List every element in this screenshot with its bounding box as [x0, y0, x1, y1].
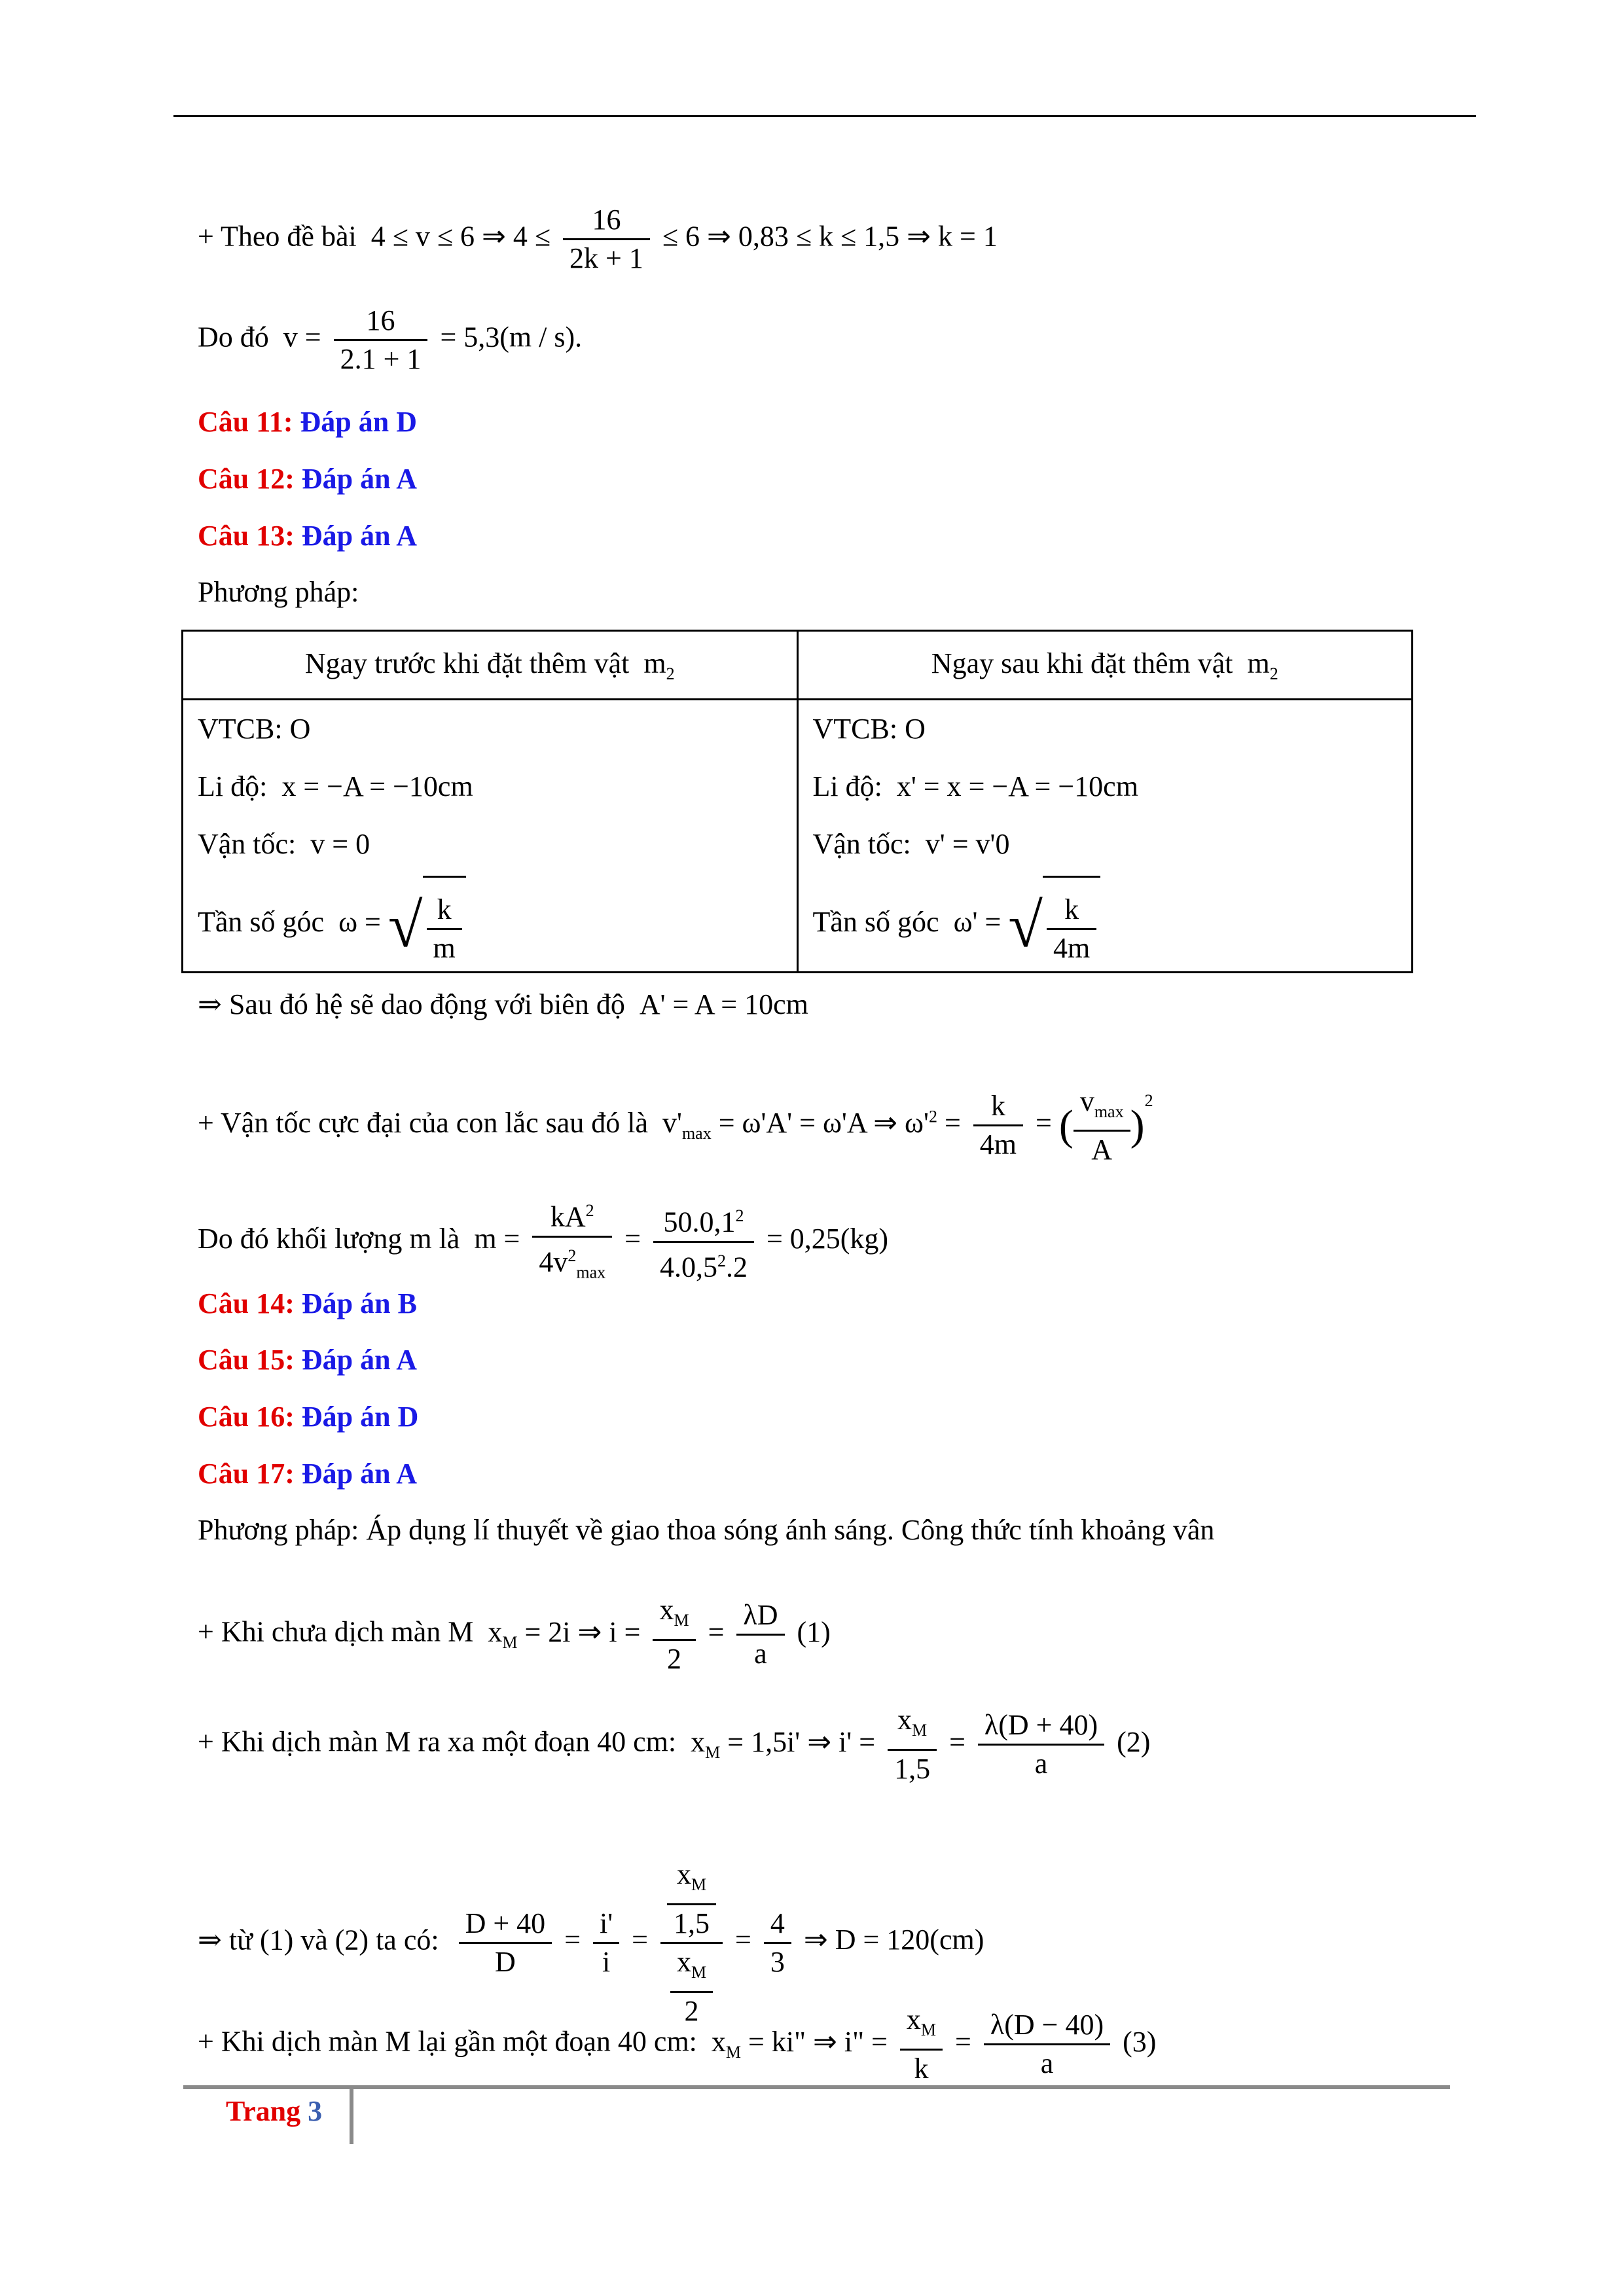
- numerator: λ(D − 40): [984, 2007, 1110, 2045]
- x: x: [906, 2003, 921, 2036]
- fraction: [900, 2001, 943, 2087]
- table-header-row: [183, 631, 1413, 700]
- text: + Khi dịch màn M lại gần một đoạn 40 cm:: [198, 2025, 697, 2058]
- text: + Vận tốc cực đại của con lắc sau đó là: [198, 1107, 649, 1139]
- superscript: 2: [717, 1251, 726, 1270]
- fraction: [978, 1707, 1104, 1782]
- equals: =: [624, 1223, 641, 1255]
- numerator: k: [427, 891, 462, 930]
- math-segment: = 1,5i' ⇒ i' =: [727, 1725, 876, 1758]
- answer-12: [198, 459, 417, 499]
- subscript: M: [920, 2020, 937, 2039]
- answer-13: [198, 516, 417, 556]
- subscript: M: [912, 1720, 928, 1740]
- v: v: [1079, 1085, 1094, 1117]
- answer-label: Đáp án D: [300, 406, 417, 438]
- denominator: D: [495, 1945, 516, 1978]
- numerator: [660, 1856, 723, 1944]
- radical-sign: √: [388, 890, 423, 961]
- label: Tần số góc: [812, 906, 939, 938]
- denominator: i: [602, 1945, 611, 1978]
- math-segment: ⇒ D = 120(cm): [803, 1924, 984, 1956]
- line-bien-do: [198, 985, 808, 1024]
- x: x: [691, 1725, 706, 1758]
- footer-rule: [183, 2085, 1450, 2089]
- subscript: M: [725, 2042, 742, 2062]
- header-text: Ngay trước khi đặt thêm vật: [304, 647, 630, 679]
- math: x' = x = −A = −10cm: [896, 770, 1138, 802]
- page-label: Trang: [226, 2095, 301, 2127]
- subscript: 2: [1269, 664, 1278, 683]
- subscript: M: [691, 1962, 707, 1982]
- subscript: 2: [666, 664, 675, 683]
- equals: =: [955, 2025, 971, 2058]
- tanso-line: [198, 873, 782, 971]
- fraction: [984, 2007, 1110, 2082]
- equals: =: [632, 1924, 648, 1956]
- numerator: λ(D + 40): [978, 1707, 1104, 1746]
- answer-16: [198, 1397, 418, 1437]
- math-segment: = 0,25(kg): [766, 1223, 889, 1255]
- math: ω' =: [953, 906, 1001, 938]
- line-do-do-v: [198, 302, 582, 378]
- answer-label: Đáp án D: [301, 1401, 419, 1433]
- equals: =: [944, 1107, 961, 1139]
- denominator: 2: [667, 1642, 681, 1675]
- numerator: D + 40: [459, 1905, 552, 1944]
- line-dich-ra-xa: [198, 1702, 1150, 1787]
- question-label: Câu 11:: [198, 406, 293, 438]
- denominator: 1,5: [894, 1752, 931, 1785]
- equals: =: [1036, 1107, 1052, 1139]
- text: + Theo đề bài: [198, 220, 357, 253]
- lido-line: [813, 758, 1398, 816]
- fraction: [736, 1597, 784, 1672]
- fraction: [973, 1088, 1023, 1163]
- superscript: 2: [735, 1206, 744, 1225]
- fraction: [427, 891, 462, 967]
- subscript: max: [576, 1263, 606, 1282]
- line-khoi-luong: [198, 1193, 888, 1291]
- subscript: M: [691, 1874, 707, 1894]
- line-theo-de-bai: [198, 202, 998, 277]
- subscript: M: [674, 1610, 689, 1630]
- question-label: Câu 16:: [198, 1401, 295, 1433]
- page-value: 3: [308, 2095, 323, 2127]
- paren-open: (: [1058, 1101, 1074, 1149]
- text: Do đó khối lượng m là: [198, 1223, 460, 1255]
- label: Tần số góc: [198, 906, 325, 938]
- vtcb-text: VTCB: O: [198, 713, 311, 745]
- denominator: 4m: [1053, 932, 1091, 965]
- text: ⇒ Sau đó hệ sẽ dao động với biên độ: [198, 988, 625, 1020]
- denominator: 2: [684, 1994, 699, 2027]
- footer-divider: [350, 2089, 353, 2144]
- equation-tag: (2): [1117, 1725, 1151, 1758]
- label: Vận tốc:: [198, 828, 297, 860]
- x: x: [659, 1594, 674, 1626]
- math: A' = A = 10cm: [639, 988, 808, 1020]
- x: x: [897, 1704, 912, 1736]
- phuong-phap-13: Phương pháp:: [198, 576, 359, 608]
- subscript: M: [502, 1632, 518, 1652]
- vtcb-text: VTCB: O: [812, 713, 926, 745]
- denominator: a: [754, 1637, 767, 1670]
- fraction: [653, 1198, 754, 1285]
- denominator: 4m: [979, 1128, 1017, 1161]
- superscript: 2: [585, 1201, 594, 1220]
- 4v: 4v: [539, 1246, 568, 1278]
- denominator: [653, 1243, 754, 1286]
- answer-label: Đáp án A: [301, 1344, 417, 1376]
- subscript: max: [1094, 1102, 1124, 1121]
- math: [662, 1085, 1153, 1166]
- question-label: Câu 17:: [198, 1458, 295, 1490]
- question-label: Câu 14:: [198, 1287, 295, 1319]
- numerator: [900, 2001, 943, 2051]
- equals: =: [735, 1924, 751, 1956]
- v-prime: v': [662, 1107, 682, 1139]
- denominator: [532, 1238, 612, 1291]
- mass-symbol: m: [643, 647, 666, 679]
- label: Li độ:: [198, 770, 268, 802]
- sqrt: [388, 874, 466, 975]
- fraction: [532, 1193, 612, 1291]
- tanso-line: [813, 873, 1398, 971]
- denominator: 2k + 1: [569, 242, 643, 274]
- den-value: 4.0,5: [659, 1251, 717, 1283]
- lido-line: [198, 758, 782, 816]
- question-label: Câu 13:: [198, 520, 295, 552]
- numerator: [667, 1856, 716, 1905]
- subscript: max: [681, 1123, 712, 1143]
- header-text: Ngay sau khi đặt thêm vật: [931, 647, 1233, 679]
- text: Do đó: [198, 321, 269, 353]
- math-segment: m =: [474, 1223, 520, 1255]
- math-segment: ≤ 6 ⇒ 0,83 ≤ k ≤ 1,5 ⇒ k = 1: [662, 220, 998, 253]
- denominator: a: [1034, 1747, 1048, 1780]
- equals: =: [708, 1615, 725, 1648]
- equals: =: [949, 1725, 965, 1758]
- radicand: [423, 876, 466, 976]
- denominator: A: [1091, 1134, 1113, 1166]
- header-rule: [173, 115, 1476, 117]
- fraction: [1047, 891, 1096, 967]
- numerator: λD: [736, 1597, 784, 1636]
- fraction: [888, 1702, 937, 1787]
- numerator: [532, 1193, 612, 1238]
- math: ω =: [338, 906, 381, 938]
- numerator: [888, 1702, 937, 1751]
- fraction: [563, 202, 650, 277]
- text: + Khi chưa dịch màn M: [198, 1615, 474, 1648]
- answer-17: [198, 1454, 417, 1494]
- fraction: [653, 1592, 695, 1677]
- kA: kA: [550, 1200, 586, 1233]
- label: Li độ:: [812, 770, 882, 802]
- numerator: [653, 1198, 754, 1243]
- answer-label: Đáp án B: [301, 1287, 417, 1319]
- math: x = −A = −10cm: [281, 770, 473, 802]
- fraction: [334, 302, 428, 378]
- equation-tag: (3): [1123, 2025, 1157, 2058]
- question-label: Câu 12:: [198, 463, 295, 495]
- answer-label: Đáp án A: [301, 1458, 417, 1490]
- vantoc-line: [813, 816, 1398, 873]
- denominator: 2.1 + 1: [340, 343, 422, 375]
- fraction: [593, 1905, 619, 1981]
- answer-15: [198, 1340, 417, 1380]
- page-number: [226, 2092, 322, 2131]
- numerator: k: [973, 1088, 1023, 1126]
- x: x: [676, 1858, 691, 1890]
- header-cell-after: [797, 631, 1413, 700]
- numerator: i': [593, 1905, 619, 1944]
- equation-tag: (1): [797, 1615, 831, 1648]
- denominator: 3: [770, 1945, 785, 1978]
- denominator: k: [914, 2052, 929, 2085]
- line-van-toc-cuc-dai: [198, 1081, 1153, 1168]
- superscript: 2: [928, 1107, 937, 1126]
- paren-close: ): [1130, 1101, 1145, 1149]
- numerator: 16: [563, 202, 650, 240]
- math: [474, 1200, 889, 1283]
- header-cell-before: [183, 631, 798, 700]
- answer-label: Đáp án A: [301, 463, 417, 495]
- x: x: [711, 2025, 726, 2058]
- x: x: [488, 1615, 503, 1648]
- text: ⇒ từ (1) và (2) ta có:: [198, 1924, 439, 1956]
- question-label: Câu 15:: [198, 1344, 295, 1376]
- numerator: 16: [334, 302, 428, 341]
- label: Vận tốc:: [812, 828, 911, 860]
- math: v = 0: [310, 828, 370, 860]
- denominator: 1,5: [674, 1907, 710, 1939]
- equals: =: [564, 1924, 581, 1956]
- den-tail: .2: [725, 1251, 748, 1283]
- cell-after: [797, 700, 1413, 973]
- vantoc-line: [198, 816, 782, 873]
- mass-symbol: m: [1247, 647, 1270, 679]
- math: [454, 1858, 984, 2027]
- math-segment: = 2i ⇒ i =: [524, 1615, 641, 1648]
- math-segment: v =: [283, 321, 321, 353]
- table-row: [183, 700, 1413, 973]
- math-segment: = ω'A' = ω'A ⇒ ω': [718, 1107, 929, 1139]
- numerator: [653, 1592, 695, 1641]
- denominator: m: [433, 932, 456, 965]
- numerator: 4: [764, 1905, 791, 1944]
- denominator: a: [1040, 2047, 1054, 2079]
- math-segment: = ki" ⇒ i" =: [748, 2025, 888, 2058]
- line-chua-dich-man: [198, 1592, 831, 1677]
- cell-before: [183, 700, 798, 973]
- numerator: [670, 1944, 713, 1993]
- fraction: [764, 1905, 791, 1981]
- superscript: 2: [1144, 1091, 1153, 1110]
- radicand: [1043, 876, 1100, 976]
- inner-fraction: [667, 1856, 716, 1942]
- comparison-table: [181, 630, 1413, 973]
- fraction: [459, 1905, 552, 1981]
- numerator: k: [1047, 891, 1096, 930]
- line-dich-lai-gan: [198, 2001, 1156, 2087]
- answer-label: Đáp án A: [301, 520, 417, 552]
- math-segment: = 5,3(m / s).: [440, 321, 583, 353]
- subscript: M: [705, 1742, 721, 1762]
- numerator: [1074, 1083, 1130, 1132]
- fraction: [1074, 1083, 1130, 1169]
- num-value: 50.0,1: [663, 1206, 736, 1238]
- text: + Khi dịch màn M ra xa một đoạn 40 cm:: [198, 1725, 677, 1758]
- math: v' = v'0: [925, 828, 1010, 860]
- math-segment: 4 ≤ v ≤ 6 ⇒ 4 ≤: [370, 220, 551, 253]
- answer-11: [198, 403, 417, 442]
- sqrt: [1008, 874, 1100, 975]
- answer-14: [198, 1284, 417, 1323]
- radical-sign: √: [1008, 890, 1043, 961]
- x: x: [676, 1945, 691, 1978]
- phuong-phap-17: Phương pháp: Áp dụng lí thuyết về giao thoa sóng ánh sáng. Công thức tính khoảng vân: [198, 1514, 1215, 1546]
- superscript: 2: [568, 1246, 577, 1265]
